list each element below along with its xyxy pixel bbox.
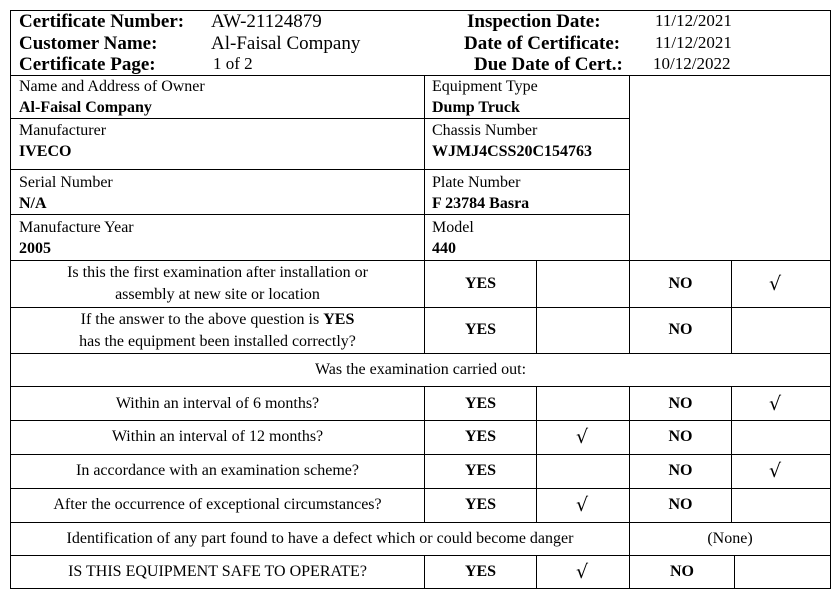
rule [10,454,831,455]
rule [536,555,537,589]
manufacture-year-label: Manufacture Year [19,219,134,236]
check-mark: √ [768,460,782,482]
rule [10,118,629,119]
rule [10,353,831,354]
equipment-type-label: Equipment Type [432,78,538,95]
no-label: NO [668,496,693,513]
yes-label: YES [464,462,497,479]
question-installed-correctly [11,311,424,350]
question-installed-line2: has the equipment been installed correctly? [79,333,356,350]
check-mark: √ [575,561,589,583]
yes-label: YES [464,275,497,292]
date-of-certificate-label: Date of Certificate: [464,33,621,54]
yes-label: YES [464,428,497,445]
question-installed-line1-bold: YES [323,311,355,328]
rule [536,260,537,354]
rule [10,555,831,556]
defect-value: (None) [707,530,753,547]
rule [10,214,629,215]
question-installed-line1-text: If the answer to the above question is [80,311,324,328]
rule [10,488,831,489]
page-value: 1 of 2 [213,54,253,73]
rule [536,386,537,523]
rule [10,169,629,170]
page-label: Certificate Page: [19,54,156,75]
due-date-value: 10/12/2022 [653,54,731,73]
inspection-date-label: Inspection Date: [467,11,601,32]
rule [10,260,831,261]
safe-to-operate-label: IS THIS EQUIPMENT SAFE TO OPERATE? [68,563,367,580]
chassis-number-value: WJMJ4CSS20C154763 [432,143,593,160]
equipment-type-value: Dump Truck [432,99,520,116]
question-exam-scheme: In accordance with an examination scheme? [76,462,359,479]
check-mark: √ [768,273,782,295]
check-mark: √ [575,494,589,516]
customer-value: Al-Faisal Company [211,33,361,54]
cert-number-label: Certificate Number: [19,11,185,32]
plate-number-label: Plate Number [432,174,521,191]
check-mark: √ [768,393,782,415]
serial-number-label: Serial Number [19,174,113,191]
no-label: NO [668,462,693,479]
manufacturer-label: Manufacturer [19,122,107,139]
inspection-date-value: 11/12/2021 [655,11,732,30]
model-label: Model [432,219,474,236]
question-first-exam-line1: Is this the first examination after installation or [67,264,368,281]
yes-label: YES [464,496,497,513]
exam-heading: Was the examination carried out: [314,361,527,378]
rule [10,386,831,387]
question-12-months: Within an interval of 12 months? [111,428,324,445]
date-of-certificate-value: 11/12/2021 [655,33,732,52]
manufacture-year-value: 2005 [19,240,51,257]
rule [731,260,732,354]
due-date-label: Due Date of Cert.: [474,54,623,75]
question-exceptional: After the occurrence of exceptional circumstances? [53,496,382,513]
owner-value: Al-Faisal Company [19,99,152,116]
question-first-exam [11,264,424,303]
serial-number-value: N/A [19,195,47,212]
customer-label: Customer Name: [19,33,158,54]
rule [10,420,831,421]
no-label: NO [668,428,693,445]
check-mark: √ [575,426,589,448]
rule [734,555,735,589]
yes-label: YES [464,321,497,338]
yes-label: YES [464,395,497,412]
no-label: NO [668,395,693,412]
border-bottom [10,588,831,589]
chassis-number-label: Chassis Number [432,122,538,139]
defect-label: Identification of any part found to have a defect which or could become danger [66,530,574,547]
question-installed-line1 [81,311,355,328]
manufacturer-value: IVECO [19,143,72,160]
rule [10,75,831,76]
rule [629,75,630,261]
rule [10,522,831,523]
yes-label: YES [464,563,497,580]
owner-label: Name and Address of Owner [19,78,205,95]
no-label: NO [670,563,694,580]
plate-number-value: F 23784 Basra [432,195,530,212]
cert-number-value: AW-21124879 [211,11,322,32]
question-first-exam-line2: assembly at new site or location [115,286,320,303]
rule [731,386,732,523]
rule [10,307,831,308]
no-label: NO [668,321,693,338]
model-value: 440 [432,240,456,257]
question-6-months: Within an interval of 6 months? [115,395,320,412]
no-label: NO [668,275,693,292]
rule [424,75,425,261]
